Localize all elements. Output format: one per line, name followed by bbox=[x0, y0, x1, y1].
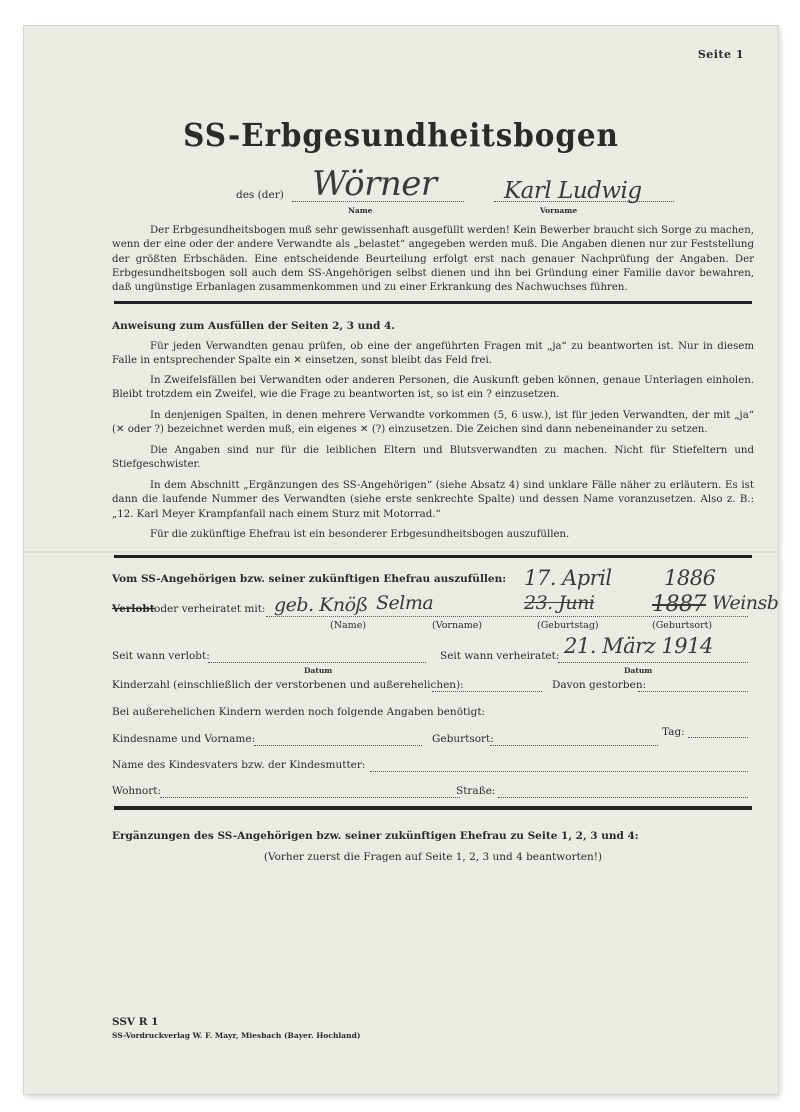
caption-geburtstag: (Geburtstag) bbox=[537, 620, 599, 631]
page-number: Seite 1 bbox=[697, 48, 744, 61]
document-title: SS-Erbgesundheitsbogen bbox=[183, 116, 619, 154]
divider-thick bbox=[114, 301, 752, 304]
surname-handwritten: Wörner bbox=[312, 164, 437, 204]
caption-vorname: (Vorname) bbox=[432, 620, 483, 631]
publisher-imprint: SS-Vordruckverlag W. F. Mayr, Miesbach (Bayer. Hochland) bbox=[112, 1031, 361, 1040]
gestorben-line bbox=[638, 691, 748, 692]
strasse-line bbox=[498, 797, 748, 798]
instruction-paragraph: In denjenigen Spalten, in denen mehrere Verwandte vorkommen (5, 6 usw.), ist für jeden Verwandten, der mit „ja“ (✕ oder ?) bezeichnet werden muß, ein eigenes ✕ (?) einzusetzen. Die Zeichen sind dann nebeneinander zu setzen. bbox=[112, 410, 754, 436]
name-caption: Name bbox=[348, 206, 373, 215]
kindesname-line bbox=[254, 745, 422, 746]
paper-fold-line bbox=[24, 551, 778, 553]
ausserehelich-note: Bei außerehelichen Kindern werden noch folgende Angaben benötigt: bbox=[112, 706, 486, 718]
geburtsort-label: Geburtsort: bbox=[432, 733, 494, 745]
wife-birthyear-struck: 1887 bbox=[652, 592, 706, 617]
seit-verheiratet-label: Seit wann verheiratet: bbox=[440, 650, 560, 662]
instruction-paragraph: Für die zukünftige Ehefrau ist ein besonderer Erbgesundheitsbogen auszufüllen. bbox=[150, 529, 570, 540]
wife-birthyear-handwritten: 1886 bbox=[664, 566, 716, 590]
datum-caption: Datum bbox=[304, 666, 333, 675]
wohnort-line bbox=[160, 797, 460, 798]
kinderzahl-label: Kinderzahl (einschließlich der verstorbenen und außerehelichen): bbox=[112, 679, 464, 691]
given-name-handwritten: Karl Ludwig bbox=[504, 178, 642, 204]
divider-thick bbox=[114, 806, 752, 810]
verlobt-date-line bbox=[208, 662, 426, 663]
instruction-paragraph: In Zweifelsfällen bei Verwandten oder anderen Personen, die Auskunft geben können, genaue Unterlagen einholen. Bleibt trotzdem ein Zweifel, wie die Frage zu beantworten ist, so ist ein ? einzusetzen. bbox=[112, 375, 754, 401]
geburtsort-line bbox=[490, 745, 658, 746]
caption-geburtsort: (Geburtsort) bbox=[652, 620, 713, 631]
wife-vorname-handwritten: Selma bbox=[376, 592, 434, 614]
supplement-heading: Ergänzungen des SS-Angehörigen bzw. seiner zukünftigen Ehefrau zu Seite 1, 2, 3 und 4: bbox=[112, 830, 639, 842]
instruction-paragraph: Die Angaben sind nur für die leiblichen Eltern und Blutsverwandten zu machen. Nicht für Stiefeltern und Stiefgeschwister. bbox=[112, 445, 754, 471]
wife-birthday-handwritten: 17. April bbox=[524, 566, 612, 590]
des-der-label: des (der) bbox=[236, 189, 284, 201]
datum-caption: Datum bbox=[624, 666, 653, 675]
wife-birthday-struck: 23. Juni bbox=[524, 592, 595, 614]
tag-label: Tag: bbox=[662, 726, 685, 738]
wife-name-handwritten: geb. Knöß bbox=[274, 594, 368, 616]
tag-line bbox=[688, 737, 748, 738]
verlobt-struck-label: Verlobt bbox=[112, 603, 155, 615]
kinderzahl-line bbox=[432, 691, 542, 692]
kindesvater-label: Name des Kindesvaters bzw. der Kindesmutter: bbox=[112, 759, 366, 771]
instructions-heading: Anweisung zum Ausfüllen der Seiten 2, 3 und 4. bbox=[112, 320, 395, 332]
davon-gestorben-label: Davon gestorben: bbox=[552, 679, 647, 691]
wohnort-label: Wohnort: bbox=[112, 785, 162, 797]
strasse-label: Straße: bbox=[456, 785, 496, 797]
wife-birthplace-handwritten: Weinsb bbox=[712, 592, 779, 614]
married-date-line bbox=[558, 662, 748, 663]
form-section-heading: Vom SS-Angehörigen bzw. seiner zukünftigen Ehefrau auszufüllen: bbox=[112, 573, 507, 585]
married-date-handwritten: 21. März 1914 bbox=[564, 634, 713, 658]
divider-thick bbox=[114, 555, 752, 558]
instruction-paragraph: Für jeden Verwandten genau prüfen, ob eine der angeführten Fragen mit „ja“ zu beantworten ist. Nur in diesem Falle in entsprechender Spalte ein ✕ einsetzen, sonst bleibt das Feld frei. bbox=[112, 341, 754, 367]
instruction-paragraph: In dem Abschnitt „Ergänzungen des SS-Angehörigen“ (siehe Absatz 4) sind unklare Fälle näher zu erläutern. Es ist dann die laufende Nummer des Verwandten (siehe erste senkrechte Spalte) und dessen Name voranzusetzen. Also z. B.: „12. Karl Meyer Krampfanfall nach einem Sturz mit Motorrad.“ bbox=[112, 480, 754, 520]
caption-name: (Name) bbox=[330, 620, 367, 631]
form-code: SSV R 1 bbox=[112, 1016, 159, 1028]
kindesvater-line bbox=[370, 771, 748, 772]
kindesname-label: Kindesname und Vorname: bbox=[112, 733, 256, 745]
seit-verlobt-label: Seit wann verlobt: bbox=[112, 650, 210, 662]
verheiratet-label: oder verheiratet mit: bbox=[154, 603, 266, 615]
supplement-note: (Vorher zuerst die Fragen auf Seite 1, 2, 3 und 4 beantworten!) bbox=[263, 851, 603, 863]
intro-paragraph: Der Erbgesundheitsbogen muß sehr gewissenhaft ausgefüllt werden! Kein Bewerber braucht sich Sorge zu machen, wenn der eine oder der andere Verwandte als „belastet“ angegeben werden muß. Die Angaben dienen nur zur Feststellung der größten Erbschäden. Eine entscheidende Beurteilung erfolgt erst nach genauer Nachprüfung der Angaben. Der Erbgesundheitsbogen soll auch dem SS-Angehörigen selbst dienen und ihn bei Gründung einer Familie davor bewahren, daß ungünstige Erbanlagen zusammenkommen und zu einer Erkrankung des Nachwuchses führen. bbox=[112, 225, 754, 294]
vorname-caption: Vorname bbox=[540, 206, 578, 215]
document-sheet bbox=[24, 26, 778, 1094]
